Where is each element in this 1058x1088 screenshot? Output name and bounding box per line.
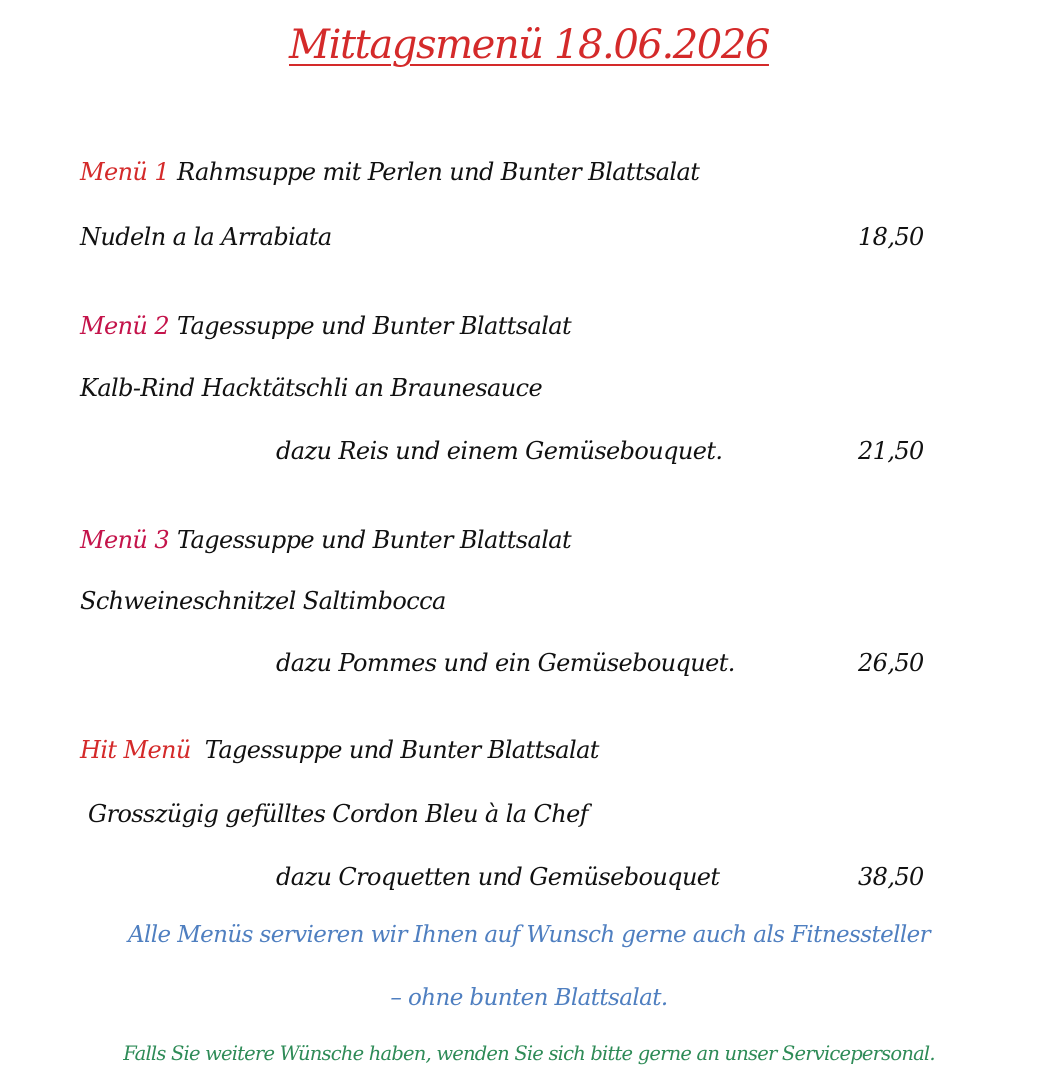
hit-menu-price: 38,50 bbox=[858, 863, 924, 891]
menu-2-main: Kalb-Rind Hacktätschli an Braunesauce bbox=[80, 374, 543, 402]
menu-3-label: Menü 3 bbox=[80, 526, 169, 554]
hit-menu-starter: Tagessuppe und Bunter Blattsalat bbox=[204, 736, 599, 764]
hit-menu-label: Hit Menü bbox=[80, 736, 191, 764]
menu-2-starter-line bbox=[80, 311, 571, 341]
menu-1-main: Nudeln a la Arrabiata bbox=[80, 223, 332, 251]
fitness-note-line-2: – ohne bunten Blattsalat. bbox=[390, 985, 668, 1011]
menu-1-price: 18,50 bbox=[858, 223, 924, 251]
menu-1-starter-line bbox=[80, 157, 699, 187]
fitness-note-line-1: Alle Menüs servieren wir Ihnen auf Wunsch gerne auch als Fitnessteller bbox=[127, 922, 931, 948]
menu-3-price: 26,50 bbox=[858, 649, 924, 677]
menu-1-starter: Rahmsuppe mit Perlen und Bunter Blattsalat bbox=[177, 158, 700, 186]
hit-menu-side: dazu Croquetten und Gemüsebouquet bbox=[276, 863, 720, 891]
menu-2-label: Menü 2 bbox=[80, 312, 169, 340]
menu-1-label: Menü 1 bbox=[80, 158, 169, 186]
menu-3-starter: Tagessuppe und Bunter Blattsalat bbox=[177, 526, 572, 554]
menu-3-starter-line bbox=[80, 525, 571, 555]
menu-3-side: dazu Pommes und ein Gemüsebouquet. bbox=[276, 649, 735, 677]
page-title: Mittagsmenü 18.06.2026 bbox=[289, 22, 769, 68]
menu-3-main: Schweineschnitzel Saltimbocca bbox=[80, 587, 446, 615]
hit-menu-main: Grosszügig gefülltes Cordon Bleu à la Chef bbox=[88, 800, 588, 828]
hit-menu-starter-line bbox=[80, 735, 599, 765]
menu-2-starter: Tagessuppe und Bunter Blattsalat bbox=[177, 312, 572, 340]
menu-2-price: 21,50 bbox=[858, 437, 924, 465]
menu-2-side: dazu Reis und einem Gemüsebouquet. bbox=[276, 437, 723, 465]
service-note: Falls Sie weitere Wünsche haben, wenden Sie sich bitte gerne an unser Servicepersonal. bbox=[123, 1042, 935, 1065]
